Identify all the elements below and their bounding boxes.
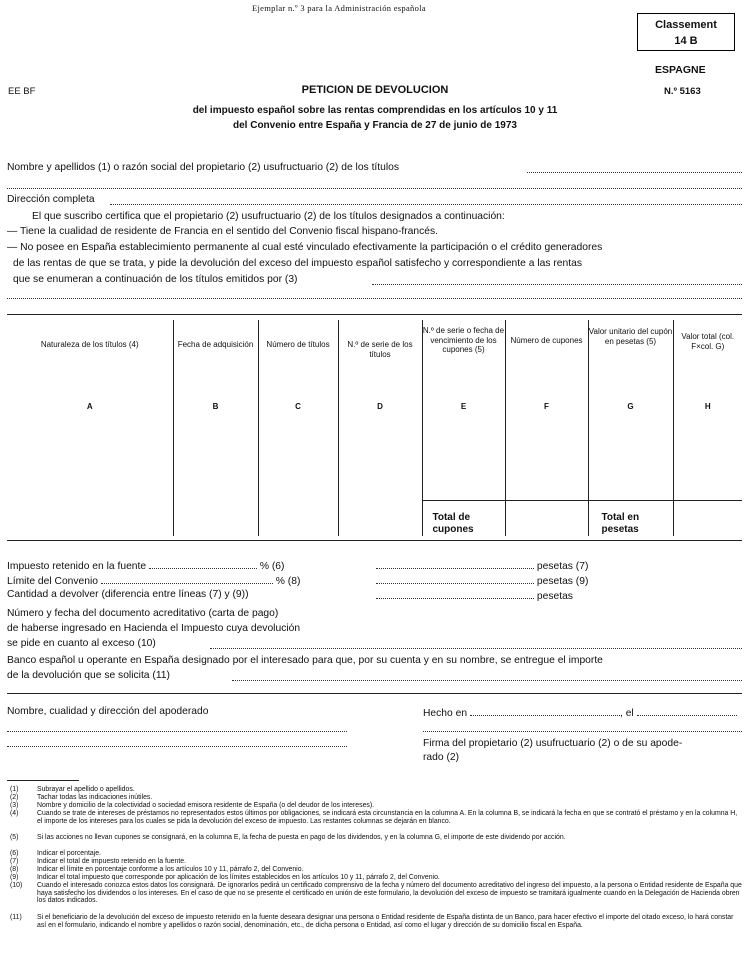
cell-a[interactable] xyxy=(7,420,173,500)
apoderado-label: Nombre, cualidad y dirección del apoderado xyxy=(7,706,209,717)
cell-c[interactable] xyxy=(258,420,338,500)
bullet-establishment-1: — No posee en España establecimiento permanente al cual esté vinculado efectivamente la participación o el crédito generadores xyxy=(7,242,603,253)
copy-note: Ejemplar n.º 3 para la Administración española xyxy=(252,3,426,13)
col-header-e: N.º de serie o fecha de vencimiento de los cupones (5) xyxy=(422,320,505,402)
col-header-f: Número de cupones xyxy=(505,320,588,402)
bullet-establishment-2: de las rentas de que se trata, y pide la devolución del exceso del impuesto español satisfecho y correspondiente a las rentas xyxy=(13,258,582,269)
col-letter-a: A xyxy=(7,402,173,420)
apoderado-field-1[interactable] xyxy=(7,731,347,732)
cell-e[interactable] xyxy=(422,420,505,500)
classement-value: 14 B xyxy=(674,35,698,47)
col-letter-b: B xyxy=(173,402,258,420)
page-title: PETICION DE DEVOLUCION xyxy=(301,84,449,96)
cell-f[interactable] xyxy=(505,420,588,500)
firma-label-1: Firma del propietario (2) usufructuario (2) o de su apode- xyxy=(423,738,683,749)
limite-label: Límite del Convenio % (8) xyxy=(7,576,301,587)
cantidad-pesetas[interactable]: pesetas xyxy=(376,589,573,602)
bullet-residence: — Tiene la cualidad de residente de Francia en el sentido del Convenio fiscal hispano-francés. xyxy=(7,226,439,237)
subtitle-1: del impuesto español sobre las rentas comprendidas en los artículos 10 y 11 xyxy=(192,105,558,116)
cantidad-label: Cantidad a devolver (diferencia entre líneas (7) y (9)) xyxy=(7,589,249,600)
col-letter-g: G xyxy=(588,402,673,420)
col-header-h: Valor total (col. F×col. G) xyxy=(673,320,742,402)
doc-field[interactable] xyxy=(210,648,742,649)
total-coupons-field[interactable] xyxy=(505,500,588,536)
col-header-d: N.º de serie de los títulos xyxy=(338,320,422,402)
cell-g[interactable] xyxy=(588,420,673,500)
doc-label-3: se pide en cuanto al exceso (10) xyxy=(7,638,156,649)
section-rule xyxy=(7,693,742,694)
cell-b[interactable] xyxy=(173,420,258,500)
issuer-field[interactable] xyxy=(372,284,742,285)
certify-text: El que suscribo certifica que el propietario (2) usufructuario (2) de los títulos designados a continuación: xyxy=(32,211,505,222)
securities-table xyxy=(7,320,742,536)
col-header-a: Naturaleza de los títulos (4) xyxy=(7,320,173,402)
table-top-rule xyxy=(7,314,742,315)
col-header-g: Valor unitario del cupón en pesetas (5) xyxy=(588,320,673,402)
name-field-cont[interactable] xyxy=(7,188,742,189)
col-letter-h: H xyxy=(673,402,742,420)
cell-d[interactable] xyxy=(338,420,422,500)
footnotes: (1) Subrayar el apellido o apellidos. (2) Tachar todas las indicaciones inútiles. (3) Nombre y domicilio de la colectividad o sociedad emisora residente de España (o del deudor de los intereses). (4) Cuando se trate de intereses de préstamos no representados estos últimos por obligaciones, se indicará esta circunstancia en la columna A. En la columna B, se indicará la fecha en que se contrató el préstamo y en la columna H, el importe de los intereses para los cuales se pida la devolución del exceso de impuesto. Las restantes columnas se dejarán en blanco. (5) Si las acciones no llevan cupones se consignará, en la columna E, la fecha de puesta en pago de los dividendos, y en la columna G, el importe de este dividendo por acción. (6) Indicar el porcentaje. (7) Indicar el total de impuesto retenido en la fuente. (8) Indicar el límite en porcentaje conforme a los artículos 10 y 11, párrafo 2, del Convenio. (9) Indicar el total impuesto que corresponde por aplicación de los límites establecidos en los artículos 10 y 11, párrafo 2, del Convenio. (10) Cuando el interesado conozca estos datos los consignará. De ignorarlos pedirá un certificado comprensivo de la fecha y número del documento acreditativo del ingreso del impuesto, a la persona o Entidad residente de España que haya satisfecho los dividendos o los intereses. En el caso de que no se presente el certificado en unión de este formulario, la devolución del exceso de impuesto se tramitará igualmente cuando en la Delegación de Hacienda obren los datos indicados. (11) Si el beneficiario de la devolución del exceso de impuesto retenido en la fuente deseara designar una persona o Entidad residente de España distinta de un Banco, para hacer efectivo el importe del citado exceso, lo hará constar así en el formulario, indicando el nombre y apellidos o razón social, denominación, etc., de dicha persona o Entidad, así como el lugar y dirección de su domicilio fiscal en España. xyxy=(10,786,742,929)
col-letter-d: D xyxy=(338,402,422,420)
col-header-c: Número de títulos xyxy=(258,320,338,402)
table-bottom-rule xyxy=(7,540,742,541)
name-field[interactable] xyxy=(527,172,742,173)
total-pesetas-field[interactable] xyxy=(673,500,742,536)
hecho-field-2[interactable] xyxy=(423,731,742,732)
form-code: EE BF xyxy=(8,86,36,97)
cell-h[interactable] xyxy=(673,420,742,500)
total-pesetas-label: Total en pesetas xyxy=(588,500,673,536)
firma-label-2: rado (2) xyxy=(423,752,460,763)
bullet-establishment-3: que se enumeran a continuación de los títulos emitidos por (3) xyxy=(13,274,298,285)
retenido-label: Impuesto retenido en la fuente % (6) xyxy=(7,561,285,572)
address-field[interactable] xyxy=(110,204,742,205)
col-letter-e: E xyxy=(422,402,505,420)
classement-label: Classement xyxy=(655,19,717,31)
classement-box xyxy=(637,13,735,51)
country-label: ESPAGNE xyxy=(655,64,706,76)
bank-label-2: de la devolución que se solicita (11) xyxy=(7,670,170,681)
col-letter-f: F xyxy=(505,402,588,420)
col-header-b: Fecha de adquisición xyxy=(173,320,258,402)
notes-rule xyxy=(7,780,79,781)
bank-label-1: Banco español u operante en España designado por el interesado para que, por su cuenta y en su nombre, se entregue el importe xyxy=(7,655,603,666)
hecho-line: Hecho en , el xyxy=(423,706,737,719)
total-coupons-label: Total de cupones xyxy=(422,500,505,536)
doc-label-1: Número y fecha del documento acreditativo (carta de pago) xyxy=(7,608,279,619)
form-number: N.º 5163 xyxy=(664,86,701,97)
issuer-field-cont[interactable] xyxy=(7,298,742,299)
address-label: Dirección completa xyxy=(7,194,95,205)
limite-pesetas[interactable]: pesetas (9) xyxy=(376,574,588,587)
retenido-pesetas[interactable]: pesetas (7) xyxy=(376,559,588,572)
name-label: Nombre y apellidos (1) o razón social del propietario (2) usufructuario (2) de los títulos xyxy=(7,162,400,173)
bank-field[interactable] xyxy=(232,680,742,681)
col-letter-c: C xyxy=(258,402,338,420)
doc-label-2: de haberse ingresado en Hacienda el Impuesto cuya devolución xyxy=(7,623,301,634)
subtitle-2: del Convenio entre España y Francia de 27 de junio de 1973 xyxy=(233,120,517,131)
apoderado-field-2[interactable] xyxy=(7,746,347,747)
